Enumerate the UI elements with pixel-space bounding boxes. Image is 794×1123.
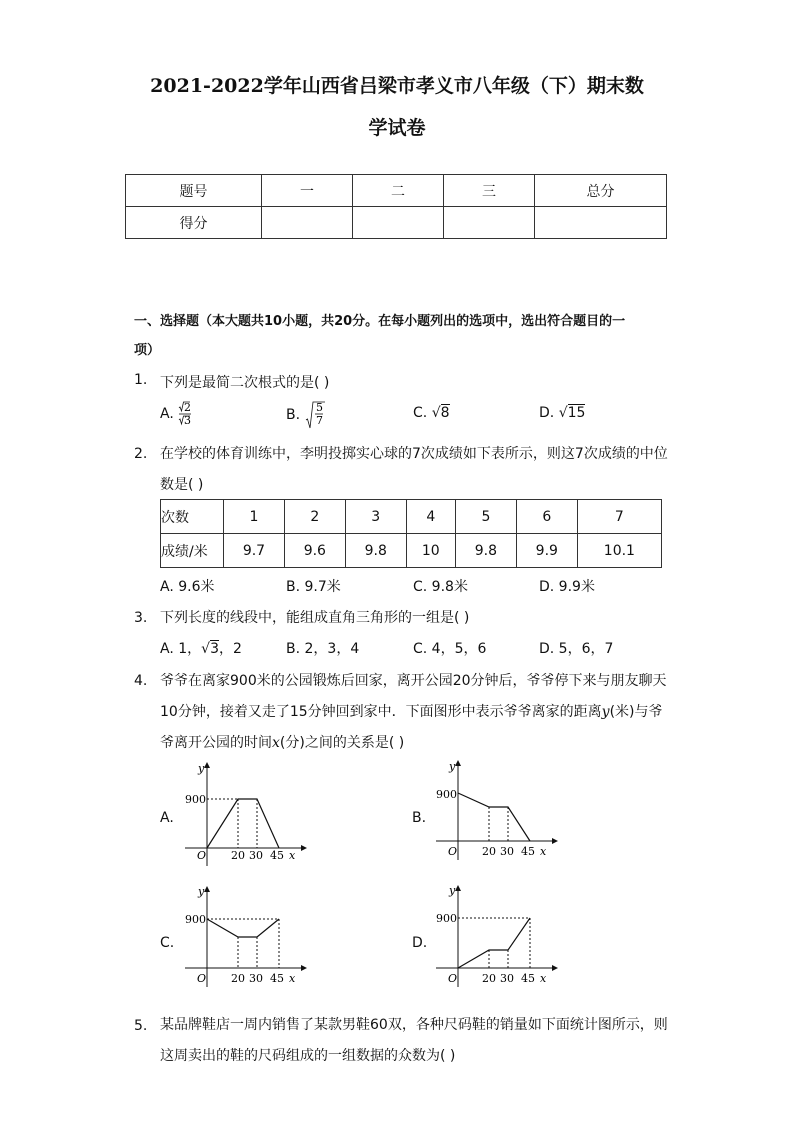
q4-line3-part1: 爷离开公园的时间 bbox=[160, 735, 272, 751]
q4-text-line1: 爷爷在离家900米的公园锻炼后回家，离开公园20分钟后，爷爷停下来与朋友聊天 bbox=[160, 673, 667, 689]
q3-a-radicand: 3 bbox=[210, 641, 219, 657]
q1-option-c bbox=[413, 405, 450, 421]
section-heading-line1: 一、选择题（本大题共10小题，共20分。在每小题列出的选项中，选出符合题目的一 bbox=[134, 314, 626, 329]
y-axis-label: y bbox=[198, 762, 205, 775]
q5-text-line1: 某品牌鞋店一周内销售了某款男鞋60双，各种尺码鞋的销量如下面统计图所示，则 bbox=[160, 1017, 668, 1033]
throw-table-row bbox=[161, 534, 662, 568]
q4-text-line2 bbox=[160, 701, 663, 721]
y-tick-900: 900 bbox=[436, 912, 457, 925]
throw-table-header-row bbox=[161, 500, 662, 534]
graph-line bbox=[207, 919, 279, 937]
score-table-header-row bbox=[126, 175, 667, 207]
q2-option-c: C. 9.8米 bbox=[413, 579, 468, 595]
q4-option-d-label: D. bbox=[412, 935, 428, 951]
q1-a-denominator: 3 bbox=[184, 414, 192, 427]
section-heading-line2: 项） bbox=[134, 343, 161, 358]
throw-header-cell: 1 bbox=[224, 500, 285, 534]
throw-header-cell: 2 bbox=[284, 500, 345, 534]
throw-header-cell: 次数 bbox=[161, 500, 224, 534]
q1-b-numerator: 5 bbox=[315, 401, 323, 414]
q1-option-b-label: B. bbox=[286, 407, 301, 423]
graph-option-d bbox=[426, 883, 561, 993]
score-header-cell: 一 bbox=[262, 175, 353, 207]
graph-line bbox=[458, 793, 530, 841]
q1-c-radicand: 8 bbox=[440, 405, 450, 421]
throw-cell: 10 bbox=[406, 534, 455, 568]
q4-number: 4. bbox=[134, 673, 148, 689]
q4-option-a-label: A. bbox=[160, 810, 174, 826]
origin-label: O bbox=[197, 972, 207, 985]
q2-option-b: B. 9.7米 bbox=[286, 579, 341, 595]
origin-label: O bbox=[197, 849, 207, 862]
sqrt-fraction-icon bbox=[178, 401, 198, 427]
graph-line bbox=[207, 799, 279, 848]
throw-cell: 9.6 bbox=[284, 534, 345, 568]
q3-option-c: C. 4，5，6 bbox=[413, 641, 487, 657]
throw-header-cell: 4 bbox=[406, 500, 455, 534]
q3-option-d: D. 5，6，7 bbox=[539, 641, 614, 657]
throw-cell: 9.7 bbox=[224, 534, 285, 568]
throw-cell: 10.1 bbox=[577, 534, 661, 568]
throw-header-cell: 3 bbox=[345, 500, 406, 534]
score-cell bbox=[444, 207, 535, 239]
x-tick-45: 45 bbox=[521, 972, 535, 985]
x-tick-30: 30 bbox=[500, 972, 514, 985]
q2-option-a: A. 9.6米 bbox=[160, 579, 215, 595]
q2-text-line2: 数是( ) bbox=[160, 477, 204, 493]
q4-option-c-label: C. bbox=[160, 935, 175, 951]
x-tick-20: 20 bbox=[482, 972, 496, 985]
x-tick-45: 45 bbox=[521, 845, 535, 858]
q3-option-a-pre: A. 1， bbox=[160, 641, 202, 657]
q4-line3-part2: (分)之间的关系是( ) bbox=[279, 735, 405, 751]
q1-option-c-label: C. bbox=[413, 405, 428, 421]
throw-header-cell: 7 bbox=[577, 500, 661, 534]
x-axis-label: x bbox=[289, 972, 296, 985]
x-tick-20: 20 bbox=[231, 849, 245, 862]
q3-option-a bbox=[160, 638, 242, 658]
y-axis-label: y bbox=[449, 884, 456, 897]
q1-d-radicand: 15 bbox=[567, 405, 586, 421]
q1-option-a bbox=[160, 401, 198, 427]
score-cell bbox=[262, 207, 353, 239]
score-cell bbox=[353, 207, 444, 239]
throw-cell: 9.8 bbox=[455, 534, 516, 568]
score-cell bbox=[535, 207, 667, 239]
y-axis-label: y bbox=[198, 885, 205, 898]
score-header-cell: 总分 bbox=[535, 175, 667, 207]
sqrt-icon: √ bbox=[431, 405, 441, 421]
score-row-label: 得分 bbox=[126, 207, 262, 239]
q4-line2-part1: 10分钟，接着又走了15分钟回到家中．下面图形中表示爷爷离家的距离 bbox=[160, 704, 602, 720]
page-title-line2: 学试卷 bbox=[368, 117, 426, 139]
x-tick-45: 45 bbox=[270, 849, 284, 862]
q1-a-numerator: 2 bbox=[184, 401, 192, 414]
q4-option-b-label: B. bbox=[412, 810, 427, 826]
y-axis-label: y bbox=[449, 760, 456, 773]
x-axis-label: x bbox=[540, 845, 547, 858]
score-table-row bbox=[126, 207, 667, 239]
throw-cell: 9.9 bbox=[516, 534, 577, 568]
q3-option-b: B. 2，3，4 bbox=[286, 641, 360, 657]
x-tick-20: 20 bbox=[482, 845, 496, 858]
q2-option-d: D. 9.9米 bbox=[539, 579, 595, 595]
origin-label: O bbox=[448, 972, 458, 985]
y-tick-900: 900 bbox=[185, 913, 206, 926]
q5-text-line2: 这周卖出的鞋的尺码组成的一组数据的众数为( ) bbox=[160, 1048, 456, 1064]
graph-option-c bbox=[175, 883, 310, 993]
q4-text-line3 bbox=[160, 732, 404, 752]
y-tick-900: 900 bbox=[436, 788, 457, 801]
throw-row-label: 成绩/米 bbox=[161, 534, 224, 568]
q1-option-d-label: D. bbox=[539, 405, 555, 421]
q3-text: 下列长度的线段中，能组成直角三角形的一组是( ) bbox=[160, 610, 470, 626]
q4-y-var: y bbox=[601, 704, 610, 720]
x-tick-30: 30 bbox=[249, 849, 263, 862]
q1-option-d bbox=[539, 405, 585, 421]
y-tick-900: 900 bbox=[185, 793, 206, 806]
page-title-line1: 2021-2022学年山西省吕梁市孝义市八年级（下）期末数 bbox=[150, 75, 644, 97]
throw-header-cell: 5 bbox=[455, 500, 516, 534]
throw-scores-table bbox=[160, 499, 662, 568]
score-table bbox=[125, 174, 667, 239]
x-axis-label: x bbox=[289, 849, 296, 862]
graph-option-b bbox=[426, 760, 561, 870]
q1-text: 下列是最简二次根式的是( ) bbox=[160, 375, 330, 391]
q1-b-denominator: 7 bbox=[315, 414, 323, 427]
q5-number: 5. bbox=[134, 1018, 148, 1034]
throw-cell: 9.8 bbox=[345, 534, 406, 568]
score-header-cell: 三 bbox=[444, 175, 535, 207]
q1-option-b bbox=[286, 401, 327, 429]
origin-label: O bbox=[448, 845, 458, 858]
q2-text-line1: 在学校的体育训练中，李明投掷实心球的7次成绩如下表所示，则这7次成绩的中位 bbox=[160, 446, 668, 462]
sqrt-icon: √ bbox=[558, 405, 568, 421]
q4-x-var: x bbox=[272, 735, 280, 751]
x-tick-45: 45 bbox=[270, 972, 284, 985]
q2-number: 2. bbox=[134, 446, 148, 462]
graph-line bbox=[458, 918, 530, 968]
x-axis-label: x bbox=[540, 972, 547, 985]
throw-header-cell: 6 bbox=[516, 500, 577, 534]
score-header-cell: 题号 bbox=[126, 175, 262, 207]
sqrt-fraction-icon bbox=[305, 401, 327, 429]
q3-number: 3. bbox=[134, 610, 148, 626]
x-tick-30: 30 bbox=[249, 972, 263, 985]
x-tick-20: 20 bbox=[231, 972, 245, 985]
score-header-cell: 二 bbox=[353, 175, 444, 207]
graph-option-a bbox=[175, 760, 310, 870]
q1-number: 1. bbox=[134, 372, 148, 388]
x-tick-30: 30 bbox=[500, 845, 514, 858]
q1-option-a-label: A. bbox=[160, 406, 174, 422]
sqrt-icon: √ bbox=[201, 641, 211, 657]
q3-option-a-post: ，2 bbox=[218, 641, 242, 657]
q4-line2-part2: (米)与爷 bbox=[609, 704, 663, 720]
